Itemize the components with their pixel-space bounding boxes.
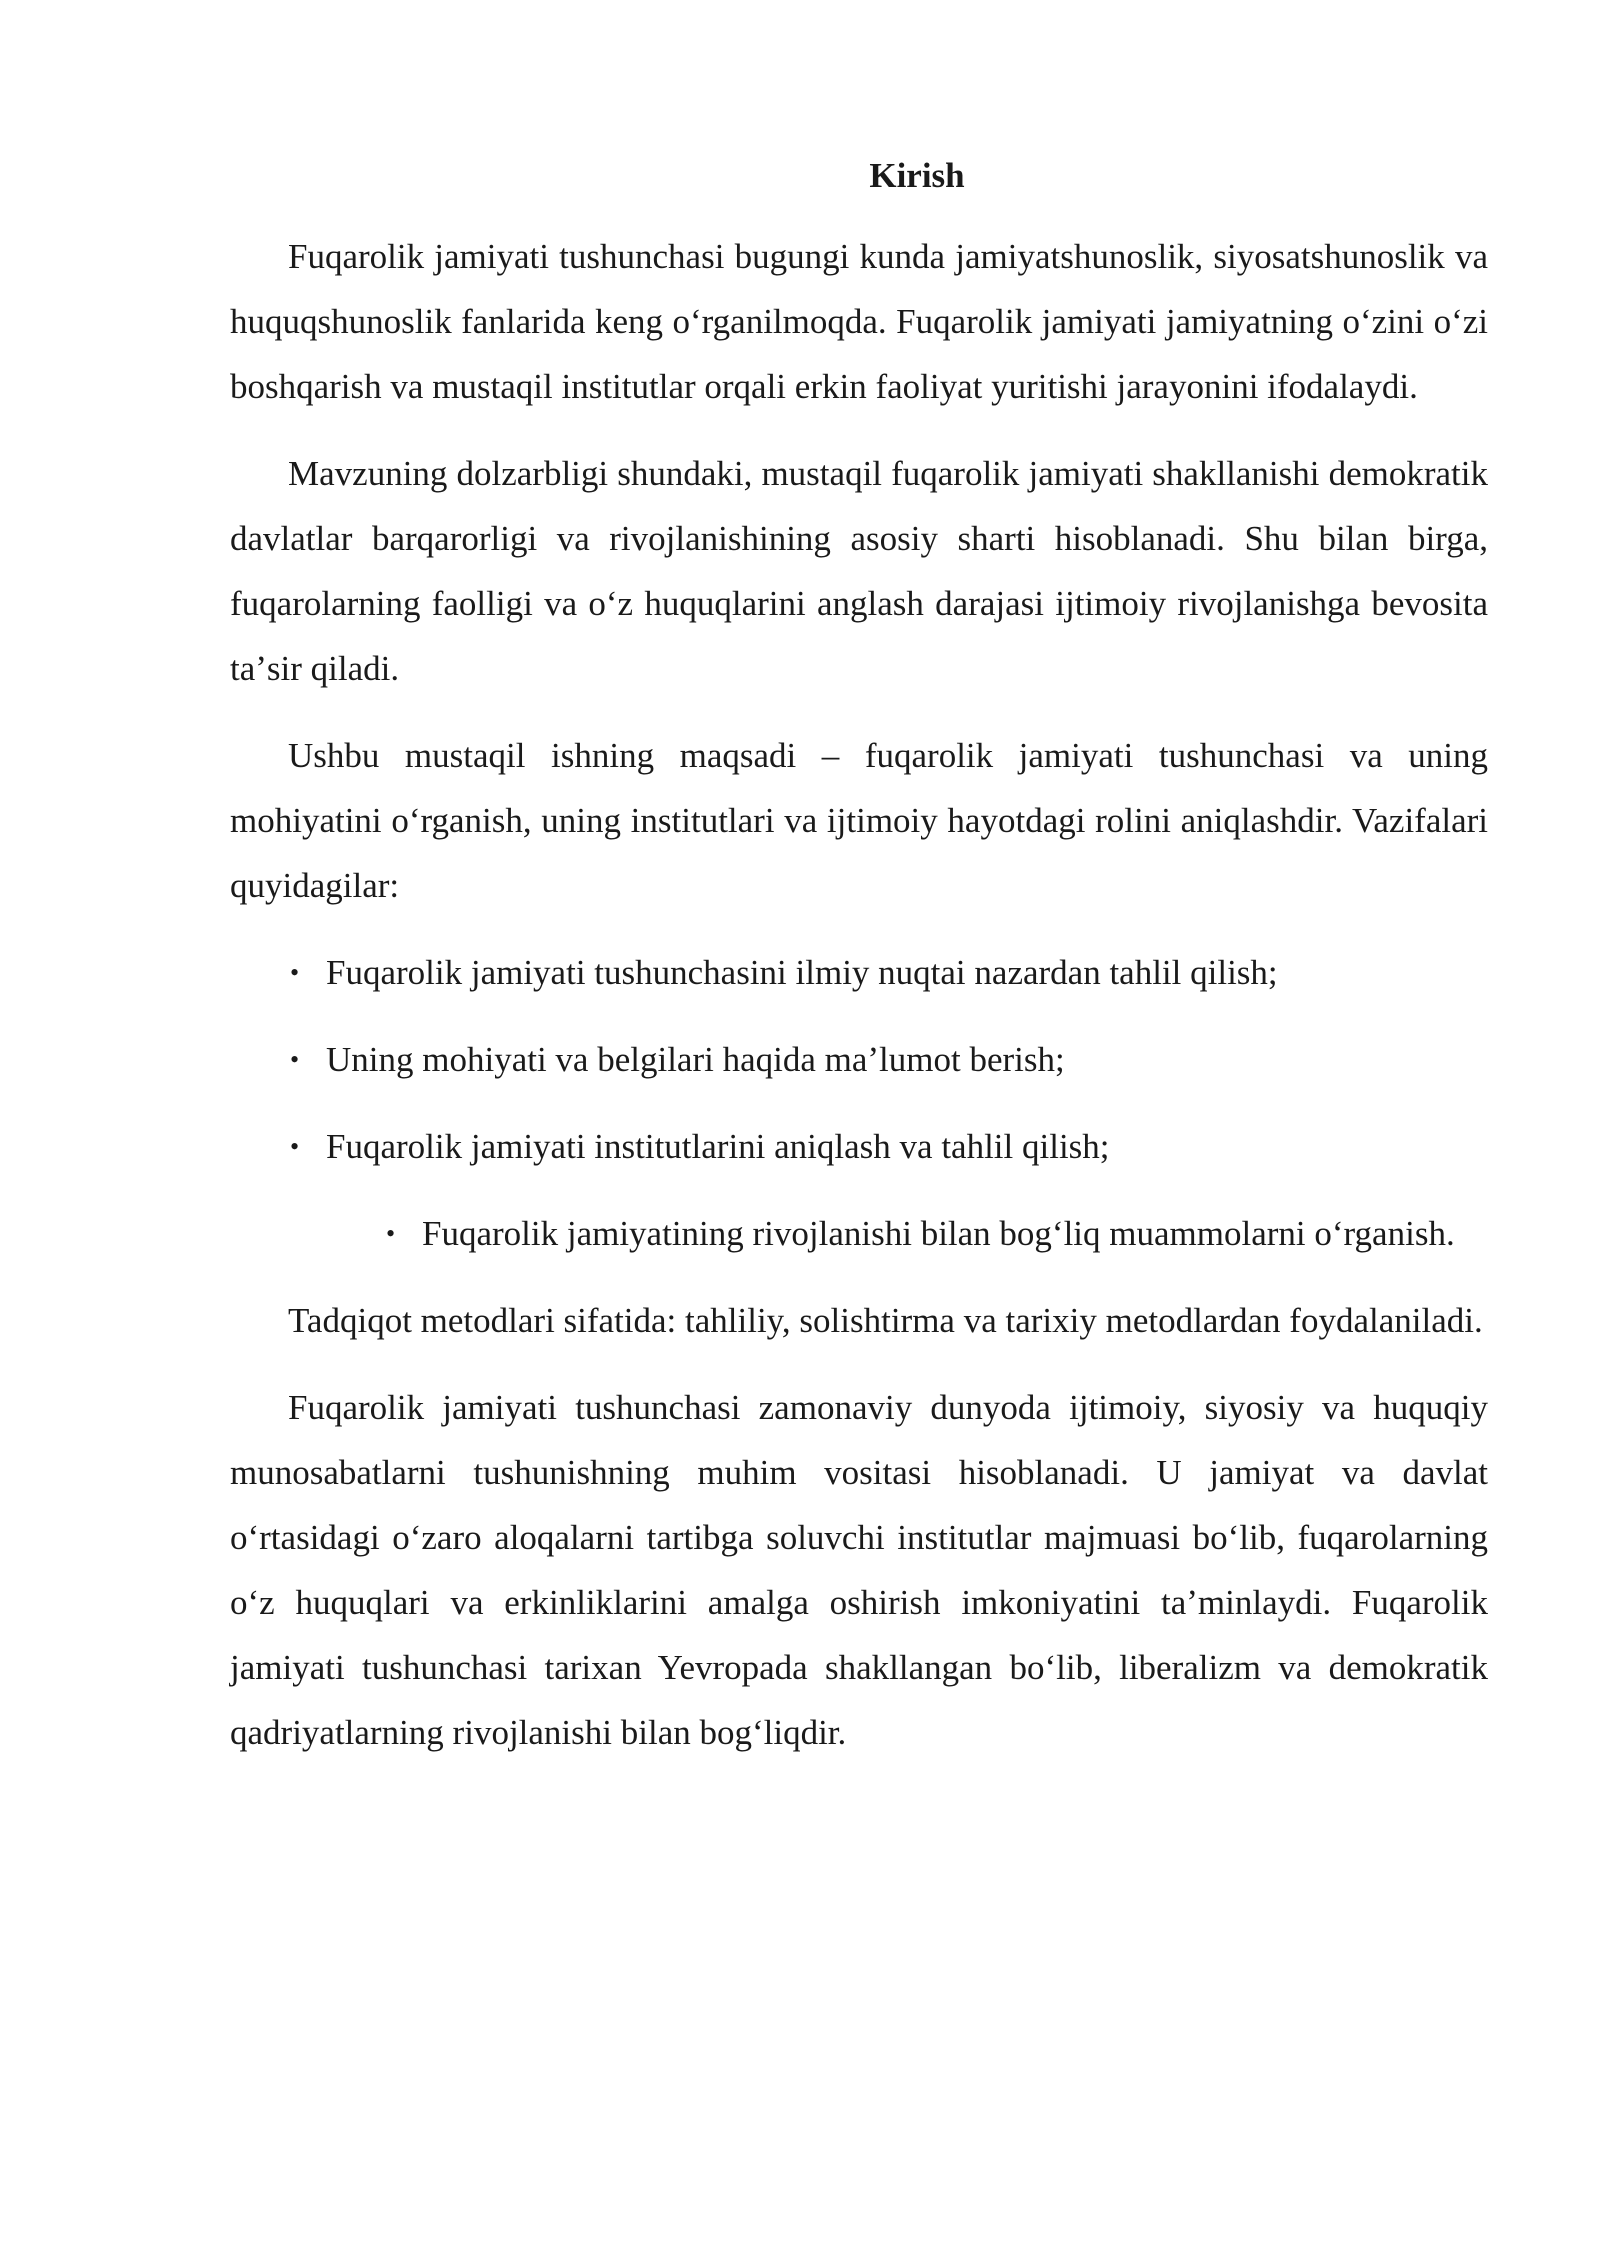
task-item-3 <box>230 1114 1488 1179</box>
outro-paragraph-2: Fuqarolik jamiyati tushunchasi zamonaviy dunyoda ijtimoiy, siyosiy va huquqiy munosabatlarni tushunishning muhim vositasi hisoblanadi. U jamiyat va davlat oʻrtasidagi oʻzaro aloqalarni tartibga soluvchi institutlar majmuasi boʻlib, fuqarolarning oʻz huquqlari va erkinliklarini amalga oshirish imkoniyatini taʼminlaydi. Fuqarolik jamiyati tushunchasi tarixan Yevropada shakllangan boʻlib, liberalizm va demokratik qadriyatlarning rivojlanishi bilan bogʻliqdir. <box>230 1388 1488 1752</box>
outro-paragraph-1: Tadqiqot metodlari sifatida: tahliliy, solishtirma va tarixiy metodlardan foydalaniladi. <box>288 1301 1483 1340</box>
page-title: Kirish <box>869 156 965 195</box>
bullet-icon: • <box>290 1132 300 1161</box>
intro-paragraph-2: Mavzuning dolzarbligi shundaki, mustaqil fuqarolik jamiyati shakllanishi demokratik davlatlar barqarorligi va rivojlanishining asosiy sharti hisoblanadi. Shu bilan birga, fuqarolarning faolligi va oʻz huquqlarini anglash darajasi ijtimoiy rivojlanishga bevosita taʼsir qiladi. <box>230 454 1488 688</box>
task-item-1 <box>230 940 1488 1005</box>
task-item-2 <box>230 1027 1488 1092</box>
task-text-2: Uning mohiyati va belgilari haqida maʼlumot berish; <box>326 1040 1065 1079</box>
document-body <box>230 148 1488 1787</box>
intro-paragraph-1: Fuqarolik jamiyati tushunchasi bugungi kunda jamiyatshunoslik, siyosatshunoslik va huquqshunoslik fanlarida keng oʻrganilmoqda. Fuqarolik jamiyati jamiyatning oʻzini oʻzi boshqarish va mustaqil institutlar orqali erkin faoliyat yuritishi jarayonini ifodalaydi. <box>230 237 1488 406</box>
bullet-icon: • <box>386 1219 396 1248</box>
task-text-1: Fuqarolik jamiyati tushunchasini ilmiy nuqtai nazardan tahlil qilish; <box>326 953 1278 992</box>
task-text-4: Fuqarolik jamiyatining rivojlanishi bilan bogʻliq muammolarni oʻrganish. <box>422 1214 1455 1253</box>
bullet-icon: • <box>290 1045 300 1074</box>
bullet-icon: • <box>290 958 300 987</box>
task-text-3: Fuqarolik jamiyati institutlarini aniqlash va tahlil qilish; <box>326 1127 1110 1166</box>
tasks-list <box>230 940 1488 1266</box>
task-item-4 <box>230 1201 1488 1266</box>
intro-paragraph-3: Ushbu mustaqil ishning maqsadi – fuqarolik jamiyati tushunchasi va uning mohiyatini oʻrganish, uning institutlari va ijtimoiy hayotdagi rolini aniqlashdir. Vazifalari quyidagilar: <box>230 736 1488 905</box>
